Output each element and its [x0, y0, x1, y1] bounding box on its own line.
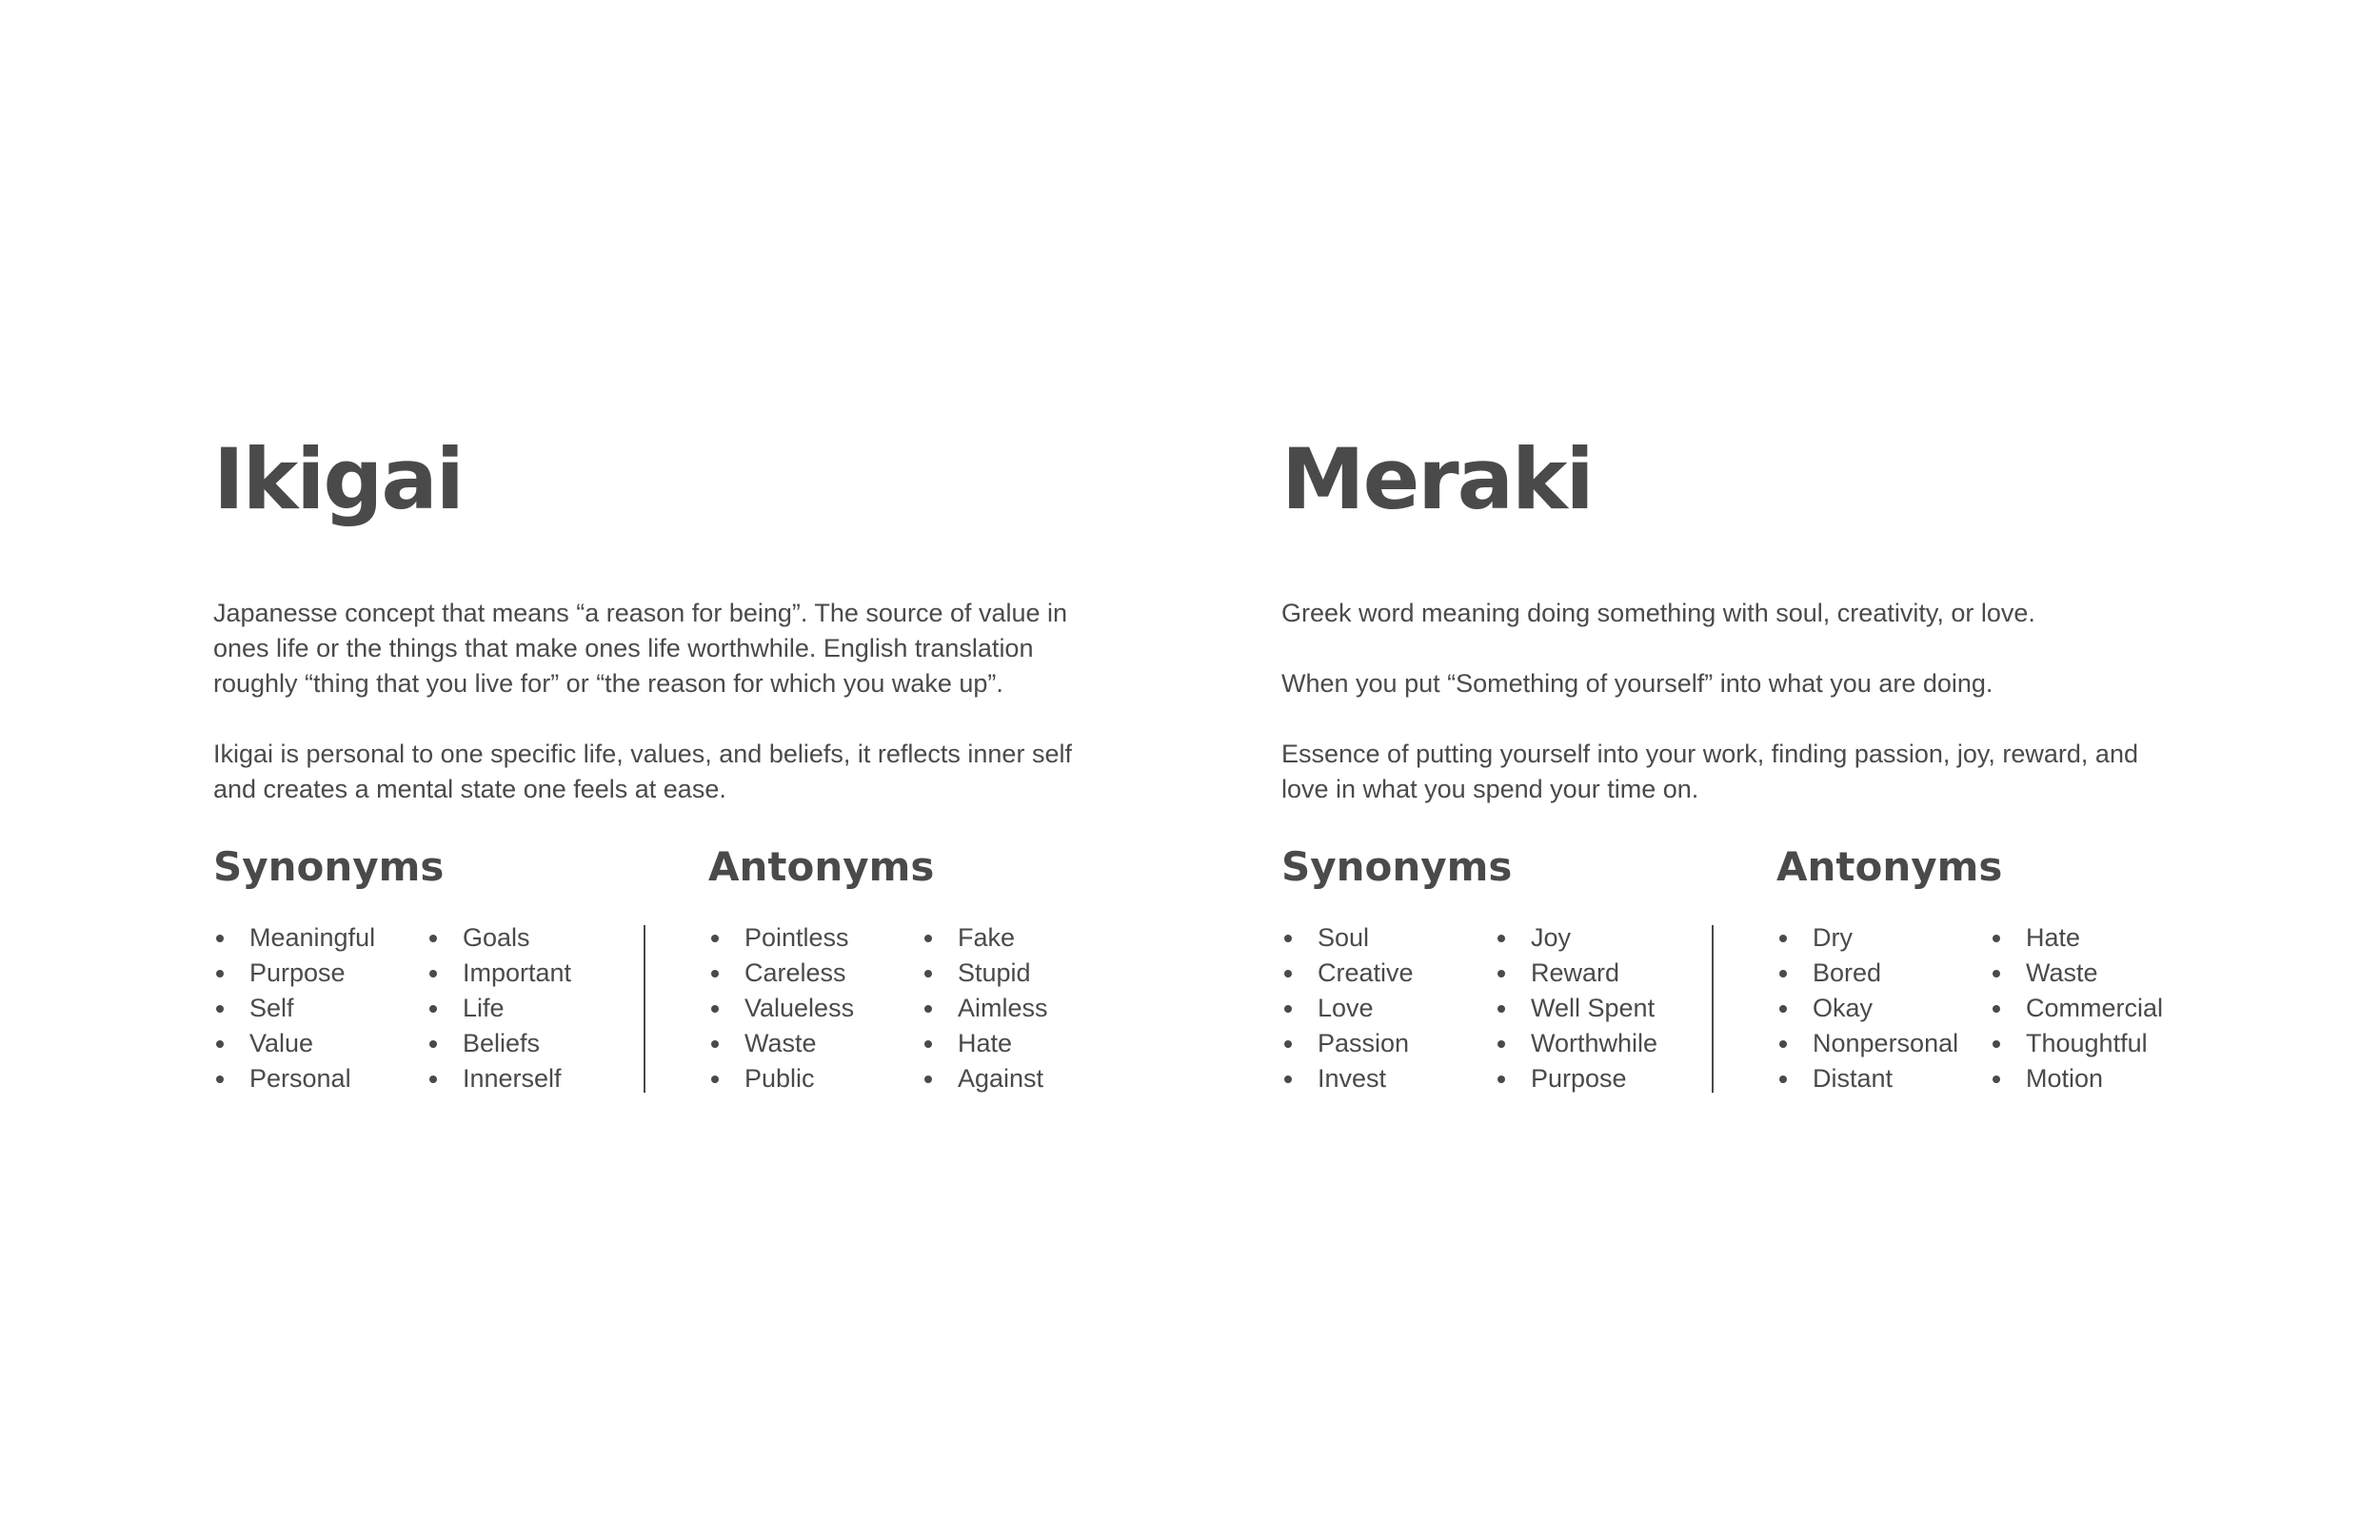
- synonyms-column: [426, 920, 571, 1096]
- list-item: Distant: [1776, 1061, 1958, 1096]
- concept-title: Meraki: [1281, 430, 1593, 528]
- antonyms-column: [1990, 920, 2163, 1096]
- description-paragraph: Japanesse concept that means “a reason for being”. The source of value in ones life or the things that make ones life worthwhile. English translation roughly “thing that you live for” or “the reason for which you wake up”.: [213, 599, 1068, 698]
- synonyms-column: [213, 920, 375, 1096]
- antonyms-column: [708, 920, 854, 1096]
- list-item: Commercial: [1990, 991, 2163, 1026]
- list-item: Innerself: [426, 1061, 571, 1096]
- antonyms-group: [708, 843, 1048, 1101]
- list-item: Careless: [708, 956, 854, 991]
- list-item: Thoughtful: [1990, 1026, 2163, 1061]
- synonyms-heading: Synonyms: [1281, 843, 1513, 890]
- list-item: Value: [213, 1026, 375, 1061]
- description-paragraph: Essence of putting yourself into your work, finding passion, joy, reward, and love in what you spend your time on.: [1281, 740, 2138, 803]
- synonyms-column: [1281, 920, 1414, 1096]
- list-item: Life: [426, 991, 571, 1026]
- list-item: Dry: [1776, 920, 1958, 956]
- list-item: Public: [708, 1061, 854, 1096]
- list-item: Love: [1281, 991, 1414, 1026]
- word-lists: [1281, 843, 2164, 1095]
- word-lists: [213, 843, 1089, 1095]
- list-divider: [1712, 925, 1714, 1093]
- synonyms-heading: Synonyms: [213, 843, 445, 890]
- list-item: Well Spent: [1495, 991, 1657, 1026]
- concept-ikigai: [213, 430, 1089, 1093]
- list-item: Creative: [1281, 956, 1414, 991]
- list-item: Hate: [1990, 920, 2163, 956]
- antonyms-column: [1776, 920, 1958, 1096]
- list-item: Motion: [1990, 1061, 2163, 1096]
- list-item: Purpose: [1495, 1061, 1657, 1096]
- list-item: Joy: [1495, 920, 1657, 956]
- list-item: Worthwhile: [1495, 1026, 1657, 1061]
- synonyms-group: [1281, 843, 1658, 1101]
- list-item: Against: [922, 1061, 1048, 1096]
- list-item: Self: [213, 991, 375, 1026]
- concept-title: Ikigai: [213, 430, 463, 528]
- antonyms-group: [1776, 843, 2164, 1101]
- list-item: Okay: [1776, 991, 1958, 1026]
- description-paragraph: Greek word meaning doing something with soul, creativity, or love.: [1281, 599, 2035, 627]
- list-item: Bored: [1776, 956, 1958, 991]
- synonyms-group: [213, 843, 572, 1101]
- list-item: Beliefs: [426, 1026, 571, 1061]
- concept-meraki: [1281, 430, 2164, 1093]
- antonyms-heading: Antonyms: [1776, 843, 2003, 890]
- list-item: Pointless: [708, 920, 854, 956]
- description-paragraph: Ikigai is personal to one specific life, values, and beliefs, it reflects inner self and creates a mental state one feels at ease.: [213, 740, 1072, 803]
- list-item: Invest: [1281, 1061, 1414, 1096]
- list-item: Purpose: [213, 956, 375, 991]
- list-item: Waste: [1990, 956, 2163, 991]
- list-item: Aimless: [922, 991, 1048, 1026]
- concept-description: [213, 596, 1089, 807]
- description-paragraph: When you put “Something of yourself” into what you are doing.: [1281, 669, 1993, 698]
- list-item: Passion: [1281, 1026, 1414, 1061]
- list-item: Goals: [426, 920, 571, 956]
- concept-description: [1281, 596, 2157, 807]
- antonyms-column: [922, 920, 1048, 1096]
- list-item: Soul: [1281, 920, 1414, 956]
- list-item: Stupid: [922, 956, 1048, 991]
- synonyms-column: [1495, 920, 1657, 1096]
- list-item: Hate: [922, 1026, 1048, 1061]
- list-item: Meaningful: [213, 920, 375, 956]
- antonyms-heading: Antonyms: [708, 843, 935, 890]
- list-item: Fake: [922, 920, 1048, 956]
- list-item: Nonpersonal: [1776, 1026, 1958, 1061]
- list-item: Personal: [213, 1061, 375, 1096]
- list-item: Waste: [708, 1026, 854, 1061]
- list-item: Reward: [1495, 956, 1657, 991]
- list-item: Valueless: [708, 991, 854, 1026]
- list-item: Important: [426, 956, 571, 991]
- list-divider: [644, 925, 645, 1093]
